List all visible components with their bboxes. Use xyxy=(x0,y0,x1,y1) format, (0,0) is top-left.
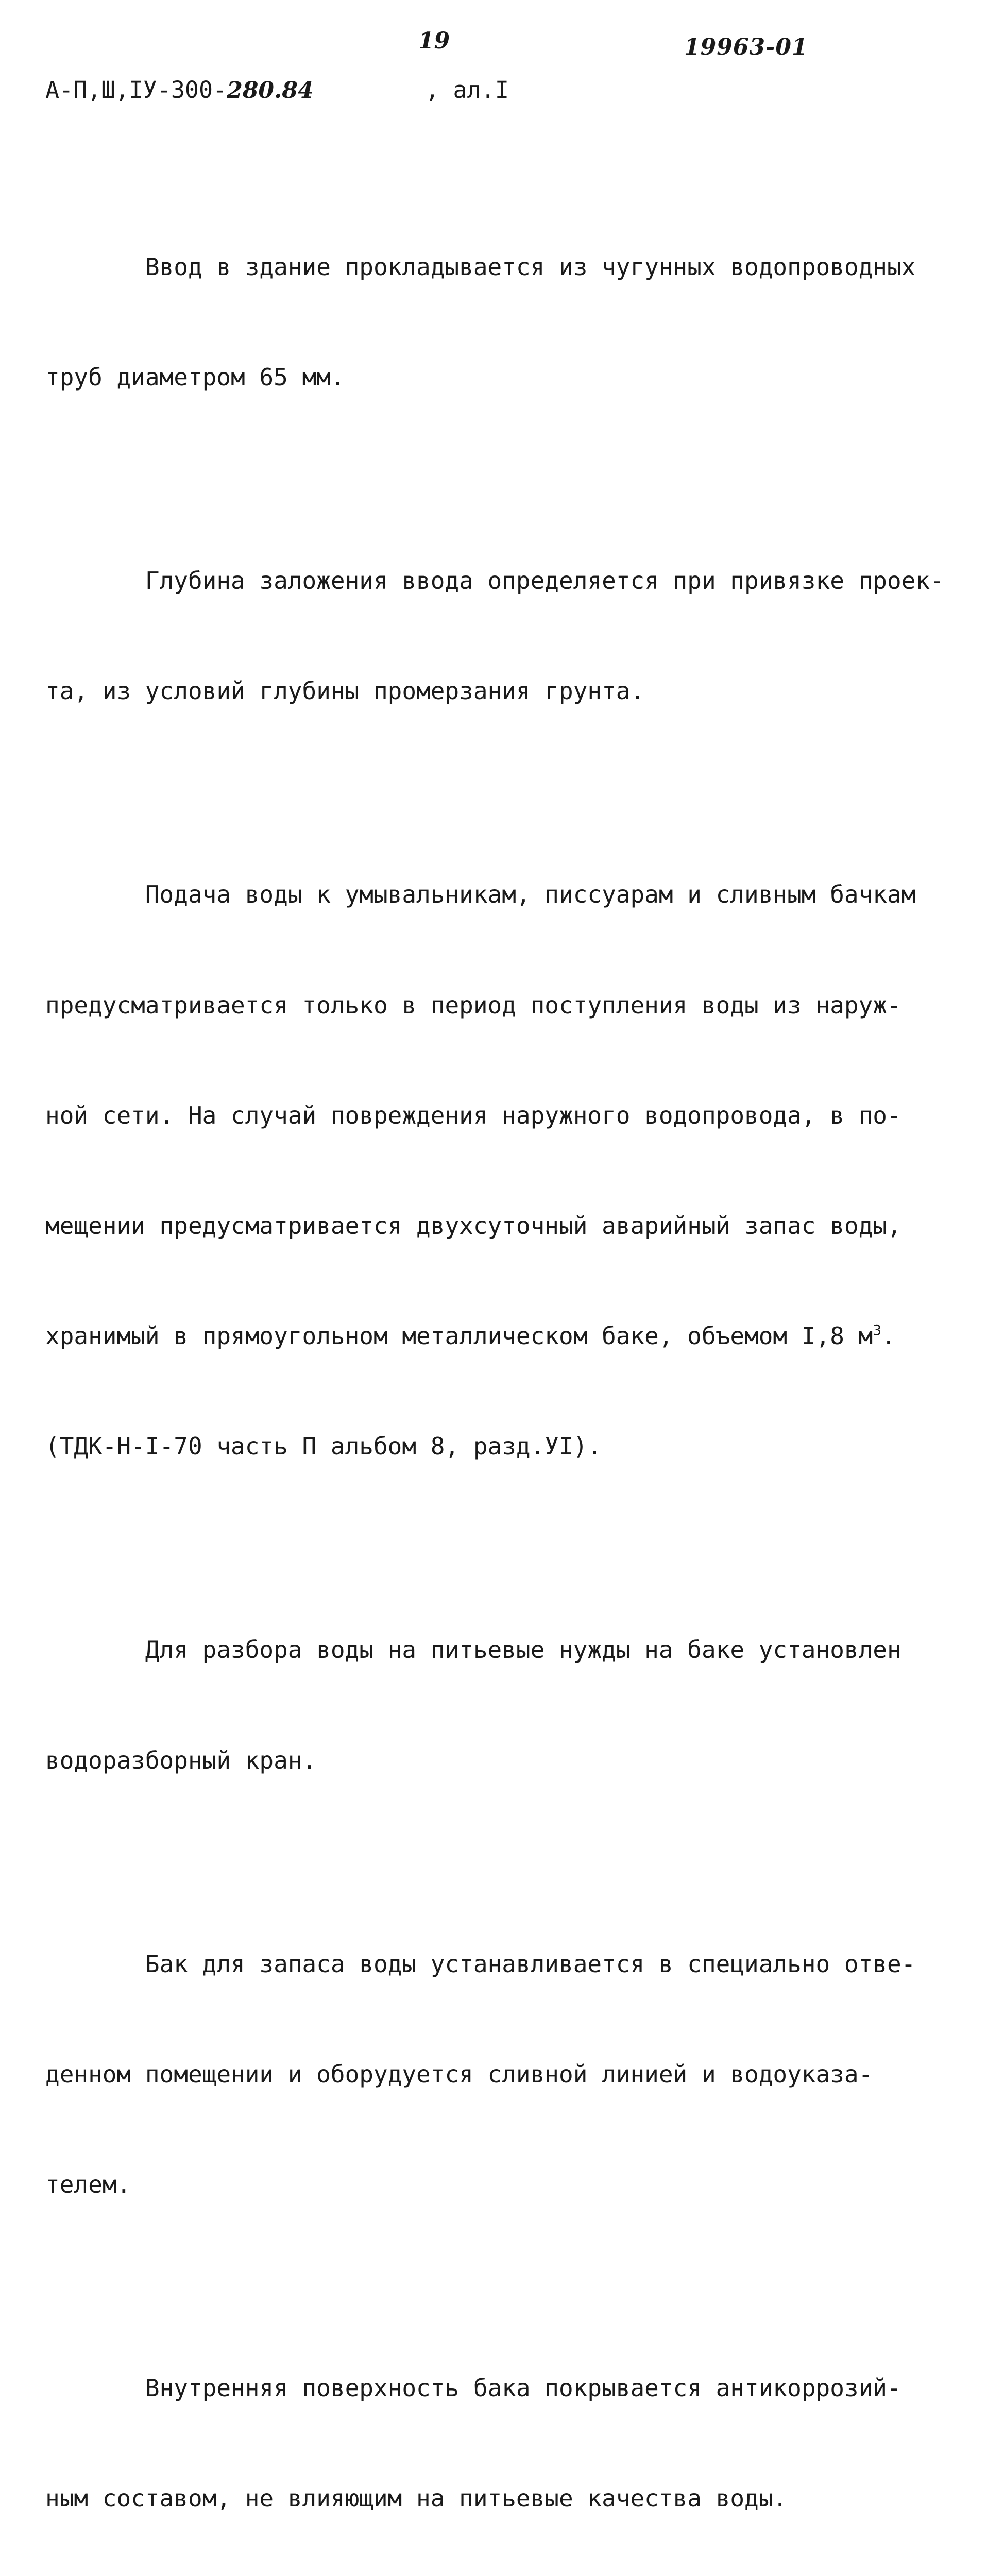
text-line: Внутренняя поверхность бака покрывается антикоррозий- xyxy=(45,2374,901,2402)
text-line: денном помещении и оборудуется сливной линией и водоуказа- xyxy=(45,2060,873,2088)
paragraph xyxy=(45,489,967,783)
text-line: мещении предусматривается двухсуточный аварийный запас воды, xyxy=(45,1211,901,1240)
text-line: ным составом, не влияющим на питьевые качества воды. xyxy=(45,2484,788,2513)
text-line xyxy=(45,1318,967,1354)
text-line: ной сети. На случай повреждения наружного водопровода, в по- xyxy=(45,1101,901,1129)
document-number: 19963-01 xyxy=(684,34,808,60)
paragraph xyxy=(45,803,967,1539)
document-header xyxy=(45,78,509,102)
text-line: Подача воды к умывальникам, писсуарам и сливным бачкам xyxy=(45,880,916,909)
paragraph xyxy=(45,1872,967,2277)
paragraph xyxy=(45,1558,967,1853)
text-line: Глубина заложения ввода определяется при привязке проек- xyxy=(45,567,944,595)
text-line-body: хранимый в прямоугольном металлическом баке, объемом I,8 м xyxy=(45,1322,873,1350)
text-line: (ТДК-Н-I-70 часть П альбом 8, разд.УI). xyxy=(45,1432,602,1461)
text-line: водоразборный кран. xyxy=(45,1746,317,1774)
page-number: 19 xyxy=(418,28,450,54)
sheet-reference: , ал.I xyxy=(425,76,509,104)
text-line: Для разбора воды на питьевые нужды на баке установлен xyxy=(45,1636,901,1664)
text-line: та, из условий глубины промерзания грунта. xyxy=(45,677,645,705)
text-line: предусматривается только в период поступления воды из наруж- xyxy=(45,991,901,1019)
project-code-handwritten: 280.84 xyxy=(227,77,314,104)
body-text xyxy=(45,175,967,2576)
text-line: Ввод в здание прокладывается из чугунных водопроводных xyxy=(45,252,916,281)
paragraph xyxy=(45,175,967,469)
paragraph xyxy=(45,2296,967,2576)
text-line: телем. xyxy=(45,2171,131,2199)
text-line: Бак для запаса воды устанавливается в специально отве- xyxy=(45,1950,916,1978)
project-code: А-П,Ш,IУ-300- xyxy=(45,76,227,104)
superscript: 3 xyxy=(873,1321,882,1339)
line-suffix: . xyxy=(881,1322,896,1350)
text-line: труб диаметром 65 мм. xyxy=(45,363,345,392)
